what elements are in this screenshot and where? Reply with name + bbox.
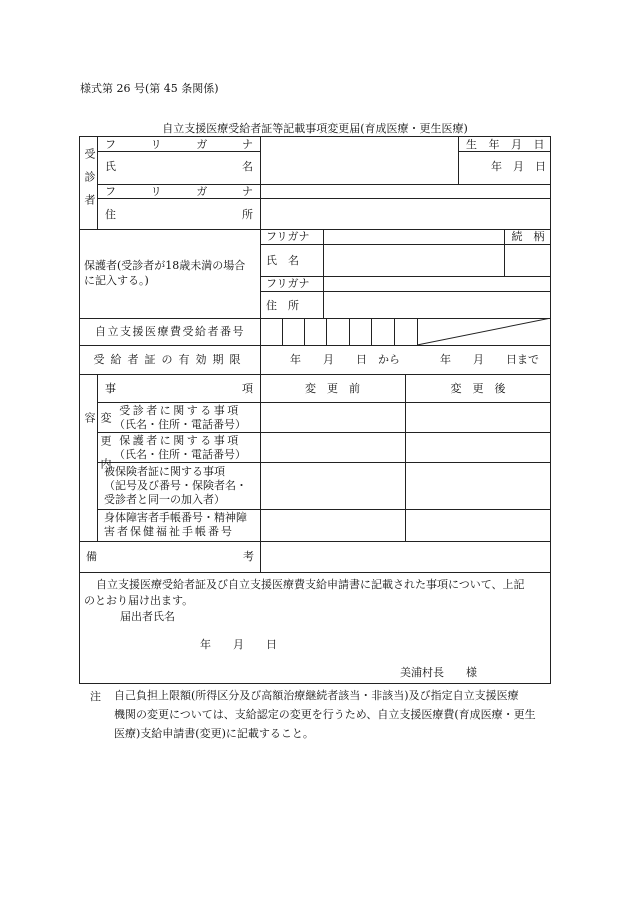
note-label: 注 bbox=[90, 690, 101, 703]
validity-label: 受給者証の有効期限 bbox=[93, 353, 247, 366]
note-line-2: 機関の変更については、支給認定の変更を行うため、自立支援医療費(育成医療・更生 bbox=[114, 708, 536, 721]
patient-furigana2-label: フ リ ガ ナ bbox=[105, 185, 253, 198]
change-row-insurance-sub2: 受診者と同一の加入者） bbox=[104, 493, 225, 506]
birth-date-header: 生 年 月 日 bbox=[466, 138, 549, 151]
change-row-patient-sub: （氏名・住所・電話番号） bbox=[114, 418, 246, 431]
birth-date-value: 年 月 日 bbox=[491, 160, 546, 173]
addressee: 美浦村長 様 bbox=[400, 666, 477, 679]
changes-group-label: 変更内容 bbox=[83, 412, 112, 481]
submitter-name-label: 届出者氏名 bbox=[120, 610, 175, 623]
note-line-1: 自己負担上限額(所得区分及び高額治療継続者該当・非該当)及び指定自立支援医療 bbox=[114, 689, 519, 702]
validity-from: 年 月 日 から bbox=[290, 353, 400, 366]
patient-name-label: 氏 名 bbox=[105, 160, 253, 173]
recipient-number-diagonal bbox=[417, 318, 551, 345]
validity-until: 年 月 日まで bbox=[440, 353, 539, 366]
change-row-guardian-title: 保護者に関する事項 bbox=[119, 434, 241, 447]
form-number: 様式第 26 号(第 45 条関係) bbox=[80, 82, 219, 95]
changes-header-item: 事 項 bbox=[105, 382, 253, 395]
change-row-patient-title: 受診者に関する事項 bbox=[119, 404, 241, 417]
patient-furigana-label: フ リ ガ ナ bbox=[105, 138, 253, 151]
changes-header-before: 変 更 前 bbox=[305, 382, 360, 395]
guardian-furigana2-label: フリガナ bbox=[266, 277, 310, 290]
guardian-name-label: 氏 名 bbox=[266, 254, 299, 267]
guardian-label: 保護者(受診者が18歳未満の場合に記入する。) bbox=[84, 259, 246, 287]
guardian-relation-label: 続 柄 bbox=[511, 230, 545, 243]
change-row-insurance-sub1: （記号及び番号・保険者名・ bbox=[104, 479, 247, 492]
form-title: 自立支援医療受給者証等記載事項変更届(育成医療・更生医療) bbox=[162, 122, 468, 135]
recipient-number-label: 自立支援医療費受給者番号 bbox=[95, 325, 245, 338]
note-line-3: 医療)支給申請書(変更)に記載すること。 bbox=[114, 727, 314, 740]
change-row-handbook-line1: 身体障害者手帳番号・精神障 bbox=[104, 511, 247, 524]
remarks-label: 備 考 bbox=[86, 550, 254, 563]
guardian-furigana-label: フリガナ bbox=[266, 230, 310, 243]
change-row-handbook-line2: 害者保健福祉手帳番号 bbox=[104, 525, 234, 538]
declaration-text-1: 自立支援医療受給者証及び自立支援医療費支給申請書に記載された事項について、上記 bbox=[96, 578, 525, 591]
declaration-text-2: のとおり届け出ます。 bbox=[84, 594, 194, 607]
guardian-address-label: 住 所 bbox=[266, 299, 299, 312]
change-row-insurance-title: 被保険者証に関する事項 bbox=[104, 465, 225, 478]
change-row-guardian-sub: （氏名・住所・電話番号） bbox=[114, 448, 246, 461]
patient-address-label: 住 所 bbox=[105, 208, 253, 221]
declaration-date: 年 月 日 bbox=[200, 638, 277, 651]
changes-header-after: 変 更 後 bbox=[450, 382, 506, 395]
patient-group-label: 受診者 bbox=[83, 148, 96, 217]
